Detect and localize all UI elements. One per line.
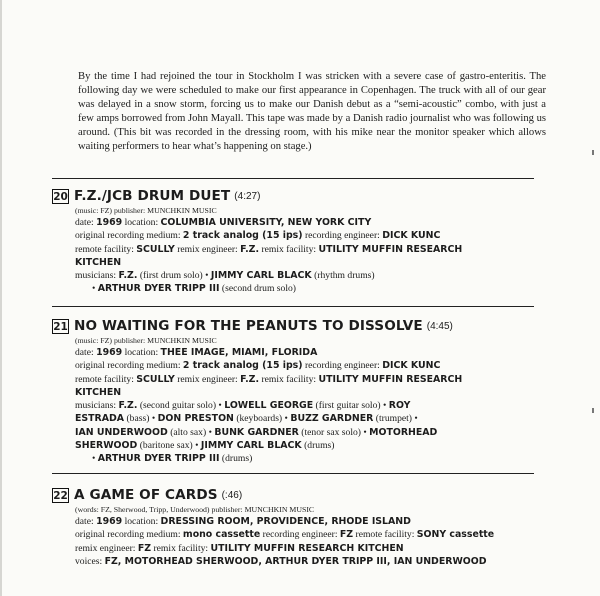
track-number: 21: [53, 320, 68, 333]
track-entry-22: [52, 486, 534, 568]
musicians-line: SHERWOOD (baritone sax) • JIMMY CARL BLACK (drums): [75, 440, 335, 452]
musicians-line: IAN UNDERWOOD (alto sax) • BUNK GARDNER (tenor sax solo) • MOTORHEAD: [75, 426, 438, 438]
divider-rule: [52, 178, 534, 179]
medium-line: original recording medium: 2 track analog (15 ips) recording engineer: DICK KUNC: [75, 230, 441, 242]
divider-rule: [52, 306, 534, 307]
track-title: NO WAITING FOR THE PEANUTS TO DISSOLVE: [74, 318, 423, 334]
page-edge: [0, 0, 2, 596]
divider-rule: [52, 473, 534, 474]
scan-mark: [592, 150, 594, 155]
musicians-line: musicians: F.Z. (second guitar solo) • LOWELL GEORGE (first guitar solo) • ROY: [75, 400, 411, 412]
track-credits: [75, 335, 534, 466]
musicians-line: • ARTHUR DYER TRIPP III (second drum solo): [92, 283, 296, 295]
medium-line: original recording medium: 2 track analog (15 ips) recording engineer: DICK KUNC: [75, 360, 441, 372]
track-title: A GAME OF CARDS: [74, 487, 218, 503]
track-header: [52, 486, 534, 504]
track-duration: (4:45): [426, 320, 453, 332]
musicians-line: • ARTHUR DYER TRIPP III (drums): [92, 453, 253, 465]
credit-line: (music: FZ) publisher: MUNCHKIN MUSIC: [75, 206, 217, 215]
date-line: date: 1969 location: THEE IMAGE, MIAMI, FLORIDA: [75, 347, 318, 358]
track-number: 22: [53, 489, 68, 502]
medium-line: original recording medium: mono cassette recording engineer: FZ remote facility: SONY cassette: [75, 529, 495, 541]
remote-line: remix engineer: FZ remix facility: UTILITY MUFFIN RESEARCH KITCHEN: [75, 542, 404, 554]
track-duration: (:46): [221, 489, 243, 501]
track-header: [52, 187, 534, 205]
track-entry-21: [52, 317, 534, 466]
track-title: F.Z./JCB DRUM DUET: [74, 188, 231, 204]
scan-mark: [592, 408, 594, 413]
remote-line: remote facility: SCULLY remix engineer: F.Z. remix facility: UTILITY MUFFIN RESEARCH: [75, 373, 463, 385]
track-entry-20: [52, 187, 534, 296]
credit-line: (music: FZ) publisher: MUNCHKIN MUSIC: [75, 336, 217, 345]
remote-line: remote facility: SCULLY remix engineer: F.Z. remix facility: UTILITY MUFFIN RESEARCH: [75, 243, 463, 255]
intro-paragraph: By the time I had rejoined the tour in Stockholm I was stricken with a severe case of gastro-enteritis. The following day we were scheduled to make our first appearance in Copenhagen. The truck with all of our gear was delayed in a snow storm, forcing us to make our Danish debut as a “semi-acoustic” combo, with just a few amps borrowed from John Mayall. This tape was made by a Danish radio journalist who was following us around. (This bit was recorded in the dressing room, with his mike near the monitor speaker which allows waiting performers to hear what’s happening on stage.): [78, 71, 546, 152]
track-duration: (4:27): [234, 190, 261, 202]
track-number: 20: [53, 190, 68, 203]
remix-line: KITCHEN: [75, 256, 122, 268]
date-line: date: 1969 location: DRESSING ROOM, PROVIDENCE, RHODE ISLAND: [75, 516, 411, 527]
credit-line: (words: FZ, Sherwood, Tripp, Underwood) publisher: MUNCHKIN MUSIC: [75, 505, 315, 514]
musicians-line: musicians: F.Z. (first drum solo) • JIMMY CARL BLACK (rhythm drums): [75, 270, 375, 282]
voices-line: voices: FZ, MOTORHEAD SHERWOOD, ARTHUR DYER TRIPP III, IAN UNDERWOOD: [75, 555, 487, 567]
remix-line: KITCHEN: [75, 386, 122, 398]
track-header: [52, 317, 534, 335]
musicians-line: ESTRADA (bass) • DON PRESTON (keyboards) • BUZZ GARDNER (trumpet) •: [75, 413, 418, 425]
track-credits: [75, 504, 534, 568]
date-line: date: 1969 location: COLUMBIA UNIVERSITY, NEW YORK CITY: [75, 217, 372, 228]
track-credits: [75, 205, 534, 296]
